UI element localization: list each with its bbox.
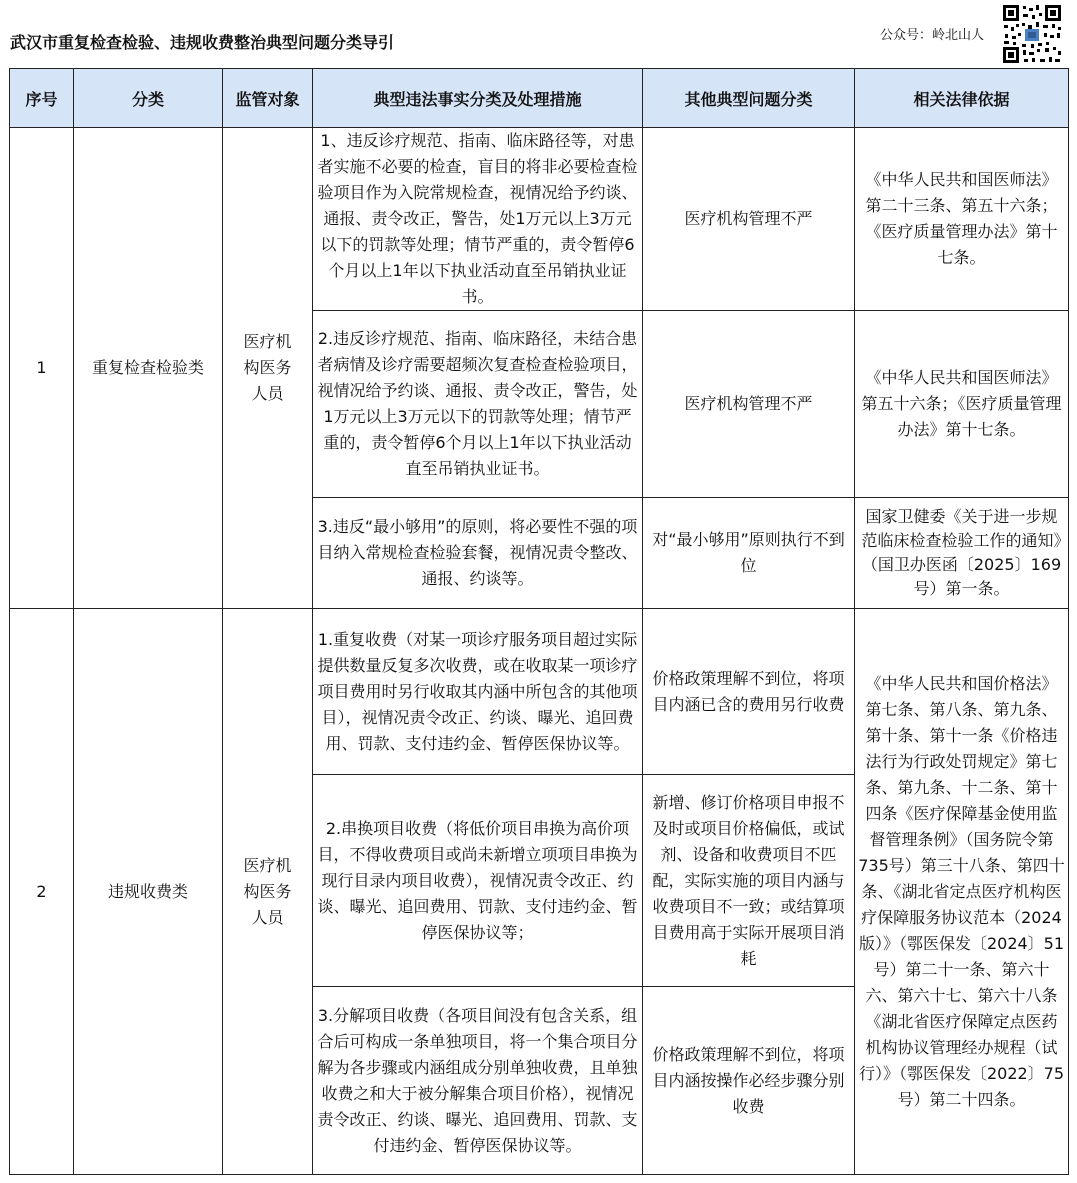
table-row (10, 128, 1069, 311)
category-cell: 违规收费类 (74, 609, 223, 1175)
header-other-issues: 其他典型问题分类 (643, 69, 855, 128)
legal-basis-cell: 《中华人民共和国医师法》第五十六条；《医疗质量管理办法》第十七条。 (855, 311, 1069, 498)
target-cell: 医疗机构医务人员 (223, 609, 313, 1175)
measure-cell: 3.分解项目收费（各项目间没有包含关系，组合后可构成一条单独项目，将一个集合项目分解为各步骤或内涵组成分别单独收费，且单独收费之和大于被分解集合项目价格），视情况责令改正、约谈、曝光、追回费用、罚款、支付违约金、暂停医保协议等。 (313, 987, 643, 1175)
other-issue-cell: 对“最小够用”原则执行不到位 (643, 498, 855, 609)
category-cell: 重复检查检验类 (74, 128, 223, 609)
header-category: 分类 (74, 69, 223, 128)
row-number: 2 (10, 609, 74, 1175)
measure-cell: 3.违反“最小够用”的原则，将必要性不强的项目纳入常规检查检验套餐，视情况责令整改、通报、约谈等。 (313, 498, 643, 609)
other-issue-cell: 价格政策理解不到位，将项目内涵按操作必经步骤分别收费 (643, 987, 855, 1175)
measure-cell: 2.串换项目收费（将低价项目串换为高价项目，不得收费项目或尚未新增立项项目串换为现行目录内项目收费），视情况责令改正、约谈、曝光、追回费用、罚款、支付违约金、暂停医保协议等； (313, 775, 643, 987)
page-title: 武汉市重复检查检验、违规收费整治典型问题分类导引 (10, 33, 395, 52)
header-target: 监管对象 (223, 69, 313, 128)
header-no: 序号 (10, 69, 74, 128)
header-legal-basis: 相关法律依据 (855, 69, 1069, 128)
page-header (0, 0, 1077, 66)
measure-cell: 2.违反诊疗规范、指南、临床路径，未结合患者病情及诊疗需要超频次复查检查检验项目，视情况给予约谈、通报、责令改正，警告，处1万元以上3万元以下的罚款等处理；情节严重的，责令暂停6个月以上1年以下执业活动直至吊销执业证书。 (313, 311, 643, 498)
problem-classification-table (9, 68, 1074, 1175)
other-issue-cell: 医疗机构管理不严 (643, 128, 855, 311)
legal-basis-cell: 《中华人民共和国价格法》第七条、第八条、第九条、第十条、第十一条《价格违法行为行政处罚规定》第七条、第九条、十二条、第十四条《医疗保障基金使用监督管理条例》（国务院令第735号）第三十八条、第四十条、《湖北省定点医疗机构医疗保障服务协议范本（2024版）》（鄂医保发〔2024〕51号）第二十一条、第六十六、第六十七、第六十八条 《湖北省医疗保障定点医药机构协议管理经办规程（试行）》（鄂医保发〔2022〕75号）第二十四条。 (855, 609, 1069, 1175)
header-measures: 典型违法事实分类及处理措施 (313, 69, 643, 128)
row-number: 1 (10, 128, 74, 609)
measure-cell: 1、违反诊疗规范、指南、临床路径等，对患者实施不必要的检查，盲目的将非必要检查检验项目作为入院常规检查，视情况给予约谈、通报、责令改正，警告，处1万元以上3万元以下的罚款等处理；情节严重的，责令暂停6个月以上1年以下执业活动直至吊销执业证书。 (313, 128, 643, 311)
other-issue-cell: 价格政策理解不到位，将项目内涵已含的费用另行收费 (643, 609, 855, 775)
legal-basis-cell: 国家卫健委《关于进一步规范临床检查检验工作的通知》（国卫办医函〔2025〕169号）第一条。 (855, 498, 1069, 609)
qr-code-icon (1001, 3, 1063, 65)
account-label: 公众号：岭北山人 (880, 28, 985, 43)
other-issue-cell: 医疗机构管理不严 (643, 311, 855, 498)
table-header-row (10, 69, 1069, 128)
target-cell: 医疗机构医务人员 (223, 128, 313, 609)
other-issue-cell: 新增、修订价格项目申报不及时或项目价格偏低，或试剂、设备和收费项目不匹配，实际实施的项目内涵与收费项目不一致；或结算项目费用高于实际开展项目消耗 (643, 775, 855, 987)
legal-basis-cell: 《中华人民共和国医师法》第二十三条、第五十六条；《医疗质量管理办法》第十七条。 (855, 128, 1069, 311)
measure-cell: 1.重复收费（对某一项诊疗服务项目超过实际提供数量反复多次收费，或在收取某一项诊疗项目费用时另行收取其内涵中所包含的其他项目），视情况责令改正、约谈、曝光、追回费用、罚款、支付违约金、暂停医保协议等。 (313, 609, 643, 775)
table-row (10, 609, 1069, 775)
